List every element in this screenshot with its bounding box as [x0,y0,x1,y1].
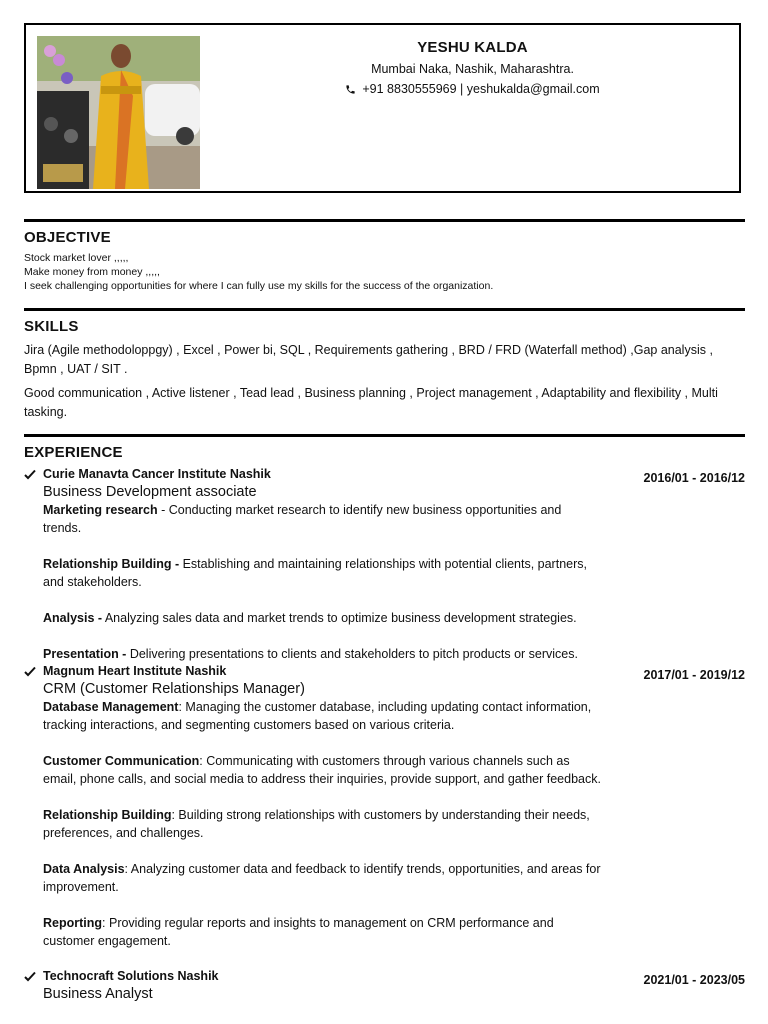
duty-text: Delivering presentations to clients and stakeholders to pitch products or services. [126,647,578,661]
job-dates: 2016/01 - 2016/12 [643,471,745,485]
job-dates: 2017/01 - 2019/12 [643,668,745,682]
duty-label: Relationship Building [43,808,172,822]
phone-icon [345,84,356,95]
job-duty [43,752,603,788]
contact-line [206,82,739,96]
experience-section [24,434,745,461]
duty-label: Relationship Building - [43,557,180,571]
company-name: Curie Manavta Cancer Institute Nashik [43,467,271,481]
job-duty [43,806,603,842]
job-entry [24,664,745,950]
experience-title: EXPERIENCE [24,444,123,461]
header-text [206,39,739,96]
job-duty [43,645,603,663]
job-duty [43,914,603,950]
duty-text: Establishing and maintaining relationships with potential clients, partners, and stakeholders. [43,557,587,589]
check-icon [24,666,36,677]
duty-text: : Managing the customer database, including updating contact information, tracking interactions, and segmenting customers based on various criteria. [43,700,592,732]
job-duty [43,501,603,537]
header-box [24,23,741,193]
job-duty [43,860,603,896]
skills-technical: Jira (Agile methodoloppgy) , Excel , Power bi, SQL , Requirements gathering , BRD / FRD (Waterfall method) ,Gap analysis , Bpmn , UAT / SIT . [24,343,713,376]
profile-photo [37,36,200,189]
skills-soft: Good communication , Active listener , Tead lead , Business planning , Project management , Adaptability and flexibility , Multi tasking. [24,386,718,419]
job-duty [43,555,603,591]
duty-label: Presentation - [43,647,127,661]
objective-title: OBJECTIVE [24,229,111,246]
job-entry [24,467,745,663]
job-role: Business Development associate [43,484,257,500]
company-name: Magnum Heart Institute Nashik [43,664,227,678]
check-icon [24,971,36,982]
check-icon [24,469,36,480]
duty-label: Data Analysis [43,862,125,876]
section-divider [24,308,745,311]
job-duty [43,698,603,734]
duty-text: : Providing regular reports and insights to management on CRM performance and customer engagement. [43,916,554,948]
section-divider [24,219,745,222]
duty-text: Analyzing sales data and market trends to optimize business development strategies. [102,611,577,625]
duty-label: Marketing research [43,503,158,517]
profile-photo-image [37,36,200,189]
duty-text: - Conducting market research to identify new business opportunities and trends. [43,503,562,535]
candidate-name: YESHU KALDA [417,39,528,56]
duty-label: Reporting [43,916,103,930]
section-divider [24,434,745,437]
objective-section [24,219,745,293]
job-role: Business Analyst [43,986,153,1002]
objective-line: Make money from money ,,,,, [24,266,160,278]
company-name: Technocraft Solutions Nashik [43,969,219,983]
job-entry [24,969,745,1003]
job-duty [43,609,603,627]
duty-label: Customer Communication [43,754,200,768]
duty-text: : Communicating with customers through various channels such as email, phone calls, and social media to address their inquiries, provide support, and gather feedback. [43,754,601,786]
duty-text: : Analyzing customer data and feedback to identify trends, opportunities, and areas for improvement. [43,862,601,894]
contact-text: +91 8830555969 | yeshukalda@gmail.com [362,82,600,96]
objective-line: I seek challenging opportunities for where I can fully use my skills for the success of the organization. [24,280,494,292]
candidate-address: Mumbai Naka, Nashik, Maharashtra. [371,62,574,76]
job-role: CRM (Customer Relationships Manager) [43,681,305,697]
duty-label: Database Management [43,700,179,714]
objective-line: Stock market lover ,,,,, [24,252,129,264]
skills-title: SKILLS [24,318,79,335]
job-dates: 2021/01 - 2023/05 [643,973,745,987]
duty-label: Analysis - [43,611,103,625]
skills-section [24,308,745,422]
duty-text: : Building strong relationships with customers by understanding their needs, preferences, and challenges. [43,808,590,840]
